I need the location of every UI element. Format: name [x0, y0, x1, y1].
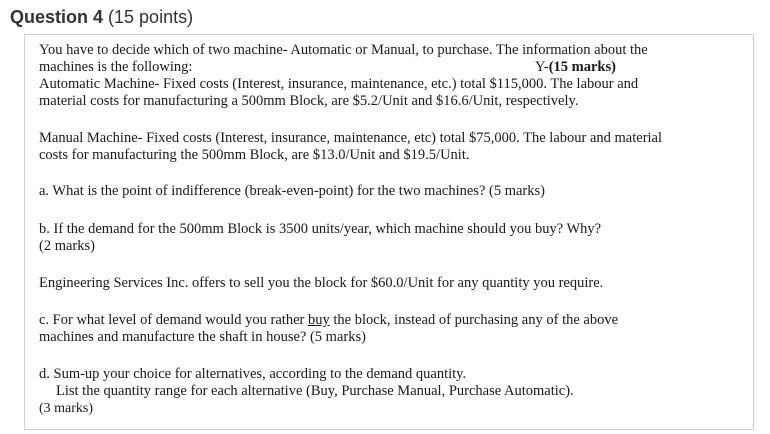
automatic-machine-line-1: Automatic Machine- Fixed costs (Interest, insurance, maintenance, etc.) total $115,000. The labour and: [39, 76, 639, 92]
question-header: [10, 7, 193, 28]
question-b-line-1: b. If the demand for the 500mm Block is 3500 units/year, which machine should you buy? Why?: [39, 221, 602, 237]
question-c-text-post: the block, instead of purchasing any of the above: [329, 312, 619, 328]
question-c-line-2: machines and manufacture the shaft in house? (5 marks): [39, 329, 366, 345]
question-a: a. What is the point of indifference (break-even-point) for the two machines? (5 marks): [39, 183, 545, 199]
intro-line-1: You have to decide which of two machine- Automatic or Manual, to purchase. The information about the: [39, 42, 648, 58]
question-c-buy-underlined: buy: [307, 312, 330, 328]
question-title: Question 4: [10, 7, 104, 27]
intro-line-2: machines is the following:: [39, 59, 193, 75]
total-marks: [535, 59, 616, 76]
manual-machine-line-2: costs for manufacturing the 500mm Block, are $13.0/Unit and $19.5/Unit.: [39, 147, 470, 163]
question-d-line-3: (3 marks): [39, 401, 94, 416]
total-marks-value: (15 marks): [548, 59, 616, 75]
question-body: [24, 34, 754, 430]
manual-machine-line-1: Manual Machine- Fixed costs (Interest, insurance, maintenance, etc) total $75,000. The labour and material: [39, 130, 663, 146]
offer-statement: Engineering Services Inc. offers to sell you the block for $60.0/Unit for any quantity you require.: [39, 275, 604, 291]
question-points: (15 points): [108, 7, 194, 27]
question-c-line-1: [39, 312, 618, 329]
total-marks-label: Y-: [535, 59, 549, 75]
question-b-line-2: (2 marks): [39, 238, 95, 254]
question-d-line-2: List the quantity range for each alternative (Buy, Purchase Manual, Purchase Automatic).: [56, 383, 574, 399]
question-c-text-pre: c. For what level of demand would you rather: [39, 312, 308, 328]
question-d-line-1: d. Sum-up your choice for alternatives, according to the demand quantity.: [39, 366, 467, 382]
automatic-machine-line-2: material costs for manufacturing a 500mm Block, are $5.2/Unit and $16.6/Unit, respectively.: [39, 93, 579, 109]
